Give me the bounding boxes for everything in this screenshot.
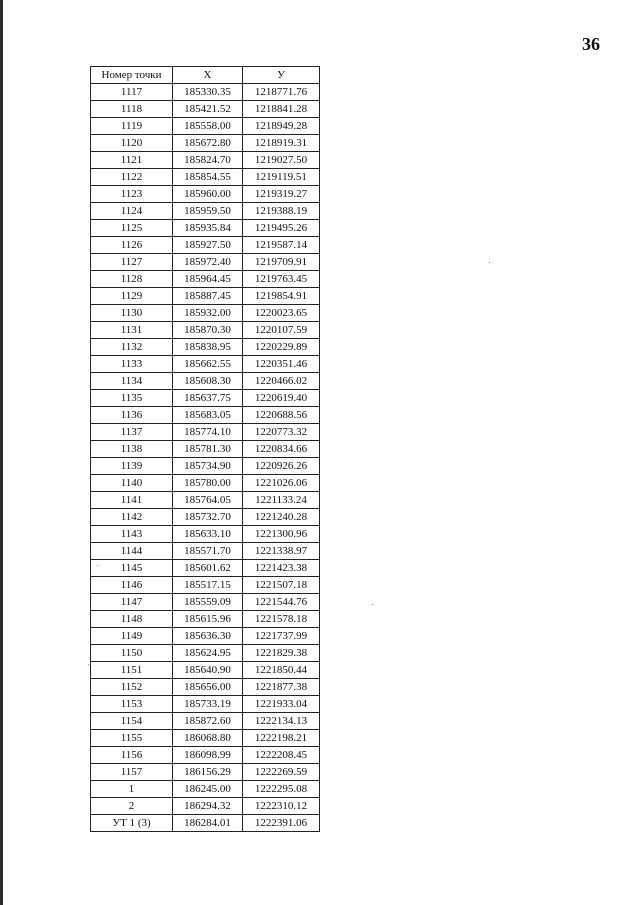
table-row	[91, 237, 320, 254]
cell-x: 185601.62	[173, 560, 243, 577]
cell-x: 185733.19	[173, 696, 243, 713]
cell-y: 1221026.06	[243, 475, 320, 492]
cell-point-number: 1152	[91, 679, 173, 696]
cell-x: 185764.05	[173, 492, 243, 509]
cell-x: 185960.00	[173, 186, 243, 203]
cell-x: 185932.00	[173, 305, 243, 322]
cell-point-number: 1144	[91, 543, 173, 560]
table-row	[91, 798, 320, 815]
cell-x: 185959.50	[173, 203, 243, 220]
table-row	[91, 747, 320, 764]
table-row	[91, 730, 320, 747]
cell-point-number: 1	[91, 781, 173, 798]
cell-x: 185732.70	[173, 509, 243, 526]
cell-point-number: 1136	[91, 407, 173, 424]
table-header-row	[91, 67, 320, 84]
cell-y: 1218919.31	[243, 135, 320, 152]
table-row	[91, 458, 320, 475]
cell-point-number: 1128	[91, 271, 173, 288]
cell-y: 1221423.38	[243, 560, 320, 577]
table-row	[91, 169, 320, 186]
cell-point-number: 1117	[91, 84, 173, 101]
table-row	[91, 152, 320, 169]
cell-x: 186245.00	[173, 781, 243, 798]
cell-point-number: 1134	[91, 373, 173, 390]
header-y: У	[243, 67, 320, 84]
cell-point-number: 1125	[91, 220, 173, 237]
table-row	[91, 305, 320, 322]
table-row	[91, 322, 320, 339]
cell-x: 185421.52	[173, 101, 243, 118]
cell-point-number: 1151	[91, 662, 173, 679]
cell-y: 1219027.50	[243, 152, 320, 169]
cell-x: 185683.05	[173, 407, 243, 424]
cell-y: 1221544.76	[243, 594, 320, 611]
cell-x: 185672.80	[173, 135, 243, 152]
table-row	[91, 84, 320, 101]
cell-y: 1220926.26	[243, 458, 320, 475]
cell-y: 1218841.28	[243, 101, 320, 118]
cell-point-number: 1118	[91, 101, 173, 118]
table-row	[91, 645, 320, 662]
table-row	[91, 713, 320, 730]
cell-point-number: 1138	[91, 441, 173, 458]
header-point-number: Номер точки	[91, 67, 173, 84]
cell-y: 1220107.59	[243, 322, 320, 339]
cell-x: 185780.00	[173, 475, 243, 492]
cell-x: 185517.15	[173, 577, 243, 594]
cell-x: 185608.30	[173, 373, 243, 390]
cell-y: 1222269.59	[243, 764, 320, 781]
table-row	[91, 815, 320, 832]
table-row	[91, 135, 320, 152]
table-row	[91, 611, 320, 628]
cell-x: 185935.84	[173, 220, 243, 237]
cell-y: 1222310.12	[243, 798, 320, 815]
cell-y: 1222198.21	[243, 730, 320, 747]
cell-y: 1221737.99	[243, 628, 320, 645]
table-row	[91, 339, 320, 356]
cell-point-number: 1149	[91, 628, 173, 645]
cell-x: 185558.00	[173, 118, 243, 135]
table-row	[91, 390, 320, 407]
table-row	[91, 356, 320, 373]
scan-speck	[88, 664, 89, 665]
table-row	[91, 441, 320, 458]
cell-x: 185571.70	[173, 543, 243, 560]
cell-y: 1220229.89	[243, 339, 320, 356]
table-row	[91, 373, 320, 390]
cell-y: 1221240.28	[243, 509, 320, 526]
cell-x: 186284.01	[173, 815, 243, 832]
cell-point-number: 1133	[91, 356, 173, 373]
cell-point-number: 1143	[91, 526, 173, 543]
scan-speck	[489, 262, 490, 263]
cell-x: 185637.75	[173, 390, 243, 407]
table-row	[91, 781, 320, 798]
cell-y: 1220688.56	[243, 407, 320, 424]
cell-y: 1221933.04	[243, 696, 320, 713]
table-row	[91, 288, 320, 305]
cell-x: 185927.50	[173, 237, 243, 254]
cell-y: 1219854.91	[243, 288, 320, 305]
cell-point-number: УТ 1 (3)	[91, 815, 173, 832]
table-body	[91, 84, 320, 832]
cell-point-number: 1137	[91, 424, 173, 441]
cell-x: 185870.30	[173, 322, 243, 339]
cell-point-number: 1127	[91, 254, 173, 271]
scan-speck	[372, 604, 373, 605]
cell-y: 1222295.08	[243, 781, 320, 798]
header-x: X	[173, 67, 243, 84]
cell-point-number: 1140	[91, 475, 173, 492]
cell-point-number: 1132	[91, 339, 173, 356]
cell-y: 1220466.02	[243, 373, 320, 390]
cell-y: 1222391.06	[243, 815, 320, 832]
scan-speck	[97, 565, 98, 566]
cell-point-number: 2	[91, 798, 173, 815]
cell-x: 186294.32	[173, 798, 243, 815]
cell-point-number: 1141	[91, 492, 173, 509]
cell-y: 1222134.13	[243, 713, 320, 730]
cell-y: 1221829.38	[243, 645, 320, 662]
coordinates-table	[90, 66, 320, 832]
cell-x: 185824.70	[173, 152, 243, 169]
cell-x: 185640.90	[173, 662, 243, 679]
cell-point-number: 1129	[91, 288, 173, 305]
cell-point-number: 1130	[91, 305, 173, 322]
cell-y: 1220023.65	[243, 305, 320, 322]
cell-x: 185330.35	[173, 84, 243, 101]
cell-point-number: 1145	[91, 560, 173, 577]
cell-x: 185559.09	[173, 594, 243, 611]
cell-y: 1219388.19	[243, 203, 320, 220]
table-row	[91, 509, 320, 526]
cell-point-number: 1146	[91, 577, 173, 594]
cell-x: 185838.95	[173, 339, 243, 356]
cell-y: 1221850.44	[243, 662, 320, 679]
table-row	[91, 764, 320, 781]
table-row	[91, 254, 320, 271]
table-row	[91, 662, 320, 679]
cell-point-number: 1123	[91, 186, 173, 203]
cell-point-number: 1126	[91, 237, 173, 254]
table-row	[91, 220, 320, 237]
cell-y: 1220834.66	[243, 441, 320, 458]
cell-point-number: 1135	[91, 390, 173, 407]
cell-point-number: 1121	[91, 152, 173, 169]
cell-y: 1221578.18	[243, 611, 320, 628]
cell-point-number: 1153	[91, 696, 173, 713]
cell-x: 185656.00	[173, 679, 243, 696]
cell-point-number: 1139	[91, 458, 173, 475]
cell-y: 1220619.40	[243, 390, 320, 407]
cell-y: 1219763.45	[243, 271, 320, 288]
cell-point-number: 1154	[91, 713, 173, 730]
table-row	[91, 203, 320, 220]
cell-x: 185887.45	[173, 288, 243, 305]
table-row	[91, 560, 320, 577]
cell-y: 1219319.27	[243, 186, 320, 203]
cell-y: 1219587.14	[243, 237, 320, 254]
table-row	[91, 526, 320, 543]
table-row	[91, 577, 320, 594]
cell-point-number: 1120	[91, 135, 173, 152]
cell-point-number: 1148	[91, 611, 173, 628]
cell-y: 1219709.91	[243, 254, 320, 271]
cell-point-number: 1122	[91, 169, 173, 186]
cell-x: 185964.45	[173, 271, 243, 288]
table-row	[91, 679, 320, 696]
cell-y: 1218771.76	[243, 84, 320, 101]
cell-y: 1220773.32	[243, 424, 320, 441]
page-number: 36	[582, 34, 600, 54]
cell-x: 186068.80	[173, 730, 243, 747]
cell-y: 1221507.18	[243, 577, 320, 594]
cell-y: 1221338.97	[243, 543, 320, 560]
cell-point-number: 1142	[91, 509, 173, 526]
cell-x: 186098.99	[173, 747, 243, 764]
cell-point-number: 1150	[91, 645, 173, 662]
table-row	[91, 271, 320, 288]
table-row	[91, 594, 320, 611]
table-row	[91, 696, 320, 713]
cell-x: 185734.90	[173, 458, 243, 475]
table-row	[91, 475, 320, 492]
cell-x: 185615.96	[173, 611, 243, 628]
cell-x: 185774.10	[173, 424, 243, 441]
cell-x: 185636.30	[173, 628, 243, 645]
cell-x: 185872.60	[173, 713, 243, 730]
cell-y: 1221300.96	[243, 526, 320, 543]
cell-point-number: 1156	[91, 747, 173, 764]
scan-left-edge	[0, 0, 3, 905]
cell-x: 186156.29	[173, 764, 243, 781]
cell-y: 1219119.51	[243, 169, 320, 186]
cell-x: 185972.40	[173, 254, 243, 271]
cell-y: 1219495.26	[243, 220, 320, 237]
table-row	[91, 186, 320, 203]
cell-x: 185854.55	[173, 169, 243, 186]
cell-y: 1218949.28	[243, 118, 320, 135]
table-row	[91, 407, 320, 424]
cell-point-number: 1155	[91, 730, 173, 747]
cell-x: 185624.95	[173, 645, 243, 662]
cell-y: 1221133.24	[243, 492, 320, 509]
table-row	[91, 543, 320, 560]
cell-y: 1222208.45	[243, 747, 320, 764]
table-row	[91, 628, 320, 645]
cell-point-number: 1131	[91, 322, 173, 339]
cell-point-number: 1147	[91, 594, 173, 611]
cell-x: 185633.10	[173, 526, 243, 543]
table-row	[91, 101, 320, 118]
cell-y: 1221877.38	[243, 679, 320, 696]
cell-point-number: 1119	[91, 118, 173, 135]
table-row	[91, 424, 320, 441]
cell-y: 1220351.46	[243, 356, 320, 373]
cell-x: 185662.55	[173, 356, 243, 373]
cell-point-number: 1124	[91, 203, 173, 220]
table-row	[91, 492, 320, 509]
cell-point-number: 1157	[91, 764, 173, 781]
cell-x: 185781.30	[173, 441, 243, 458]
table-row	[91, 118, 320, 135]
